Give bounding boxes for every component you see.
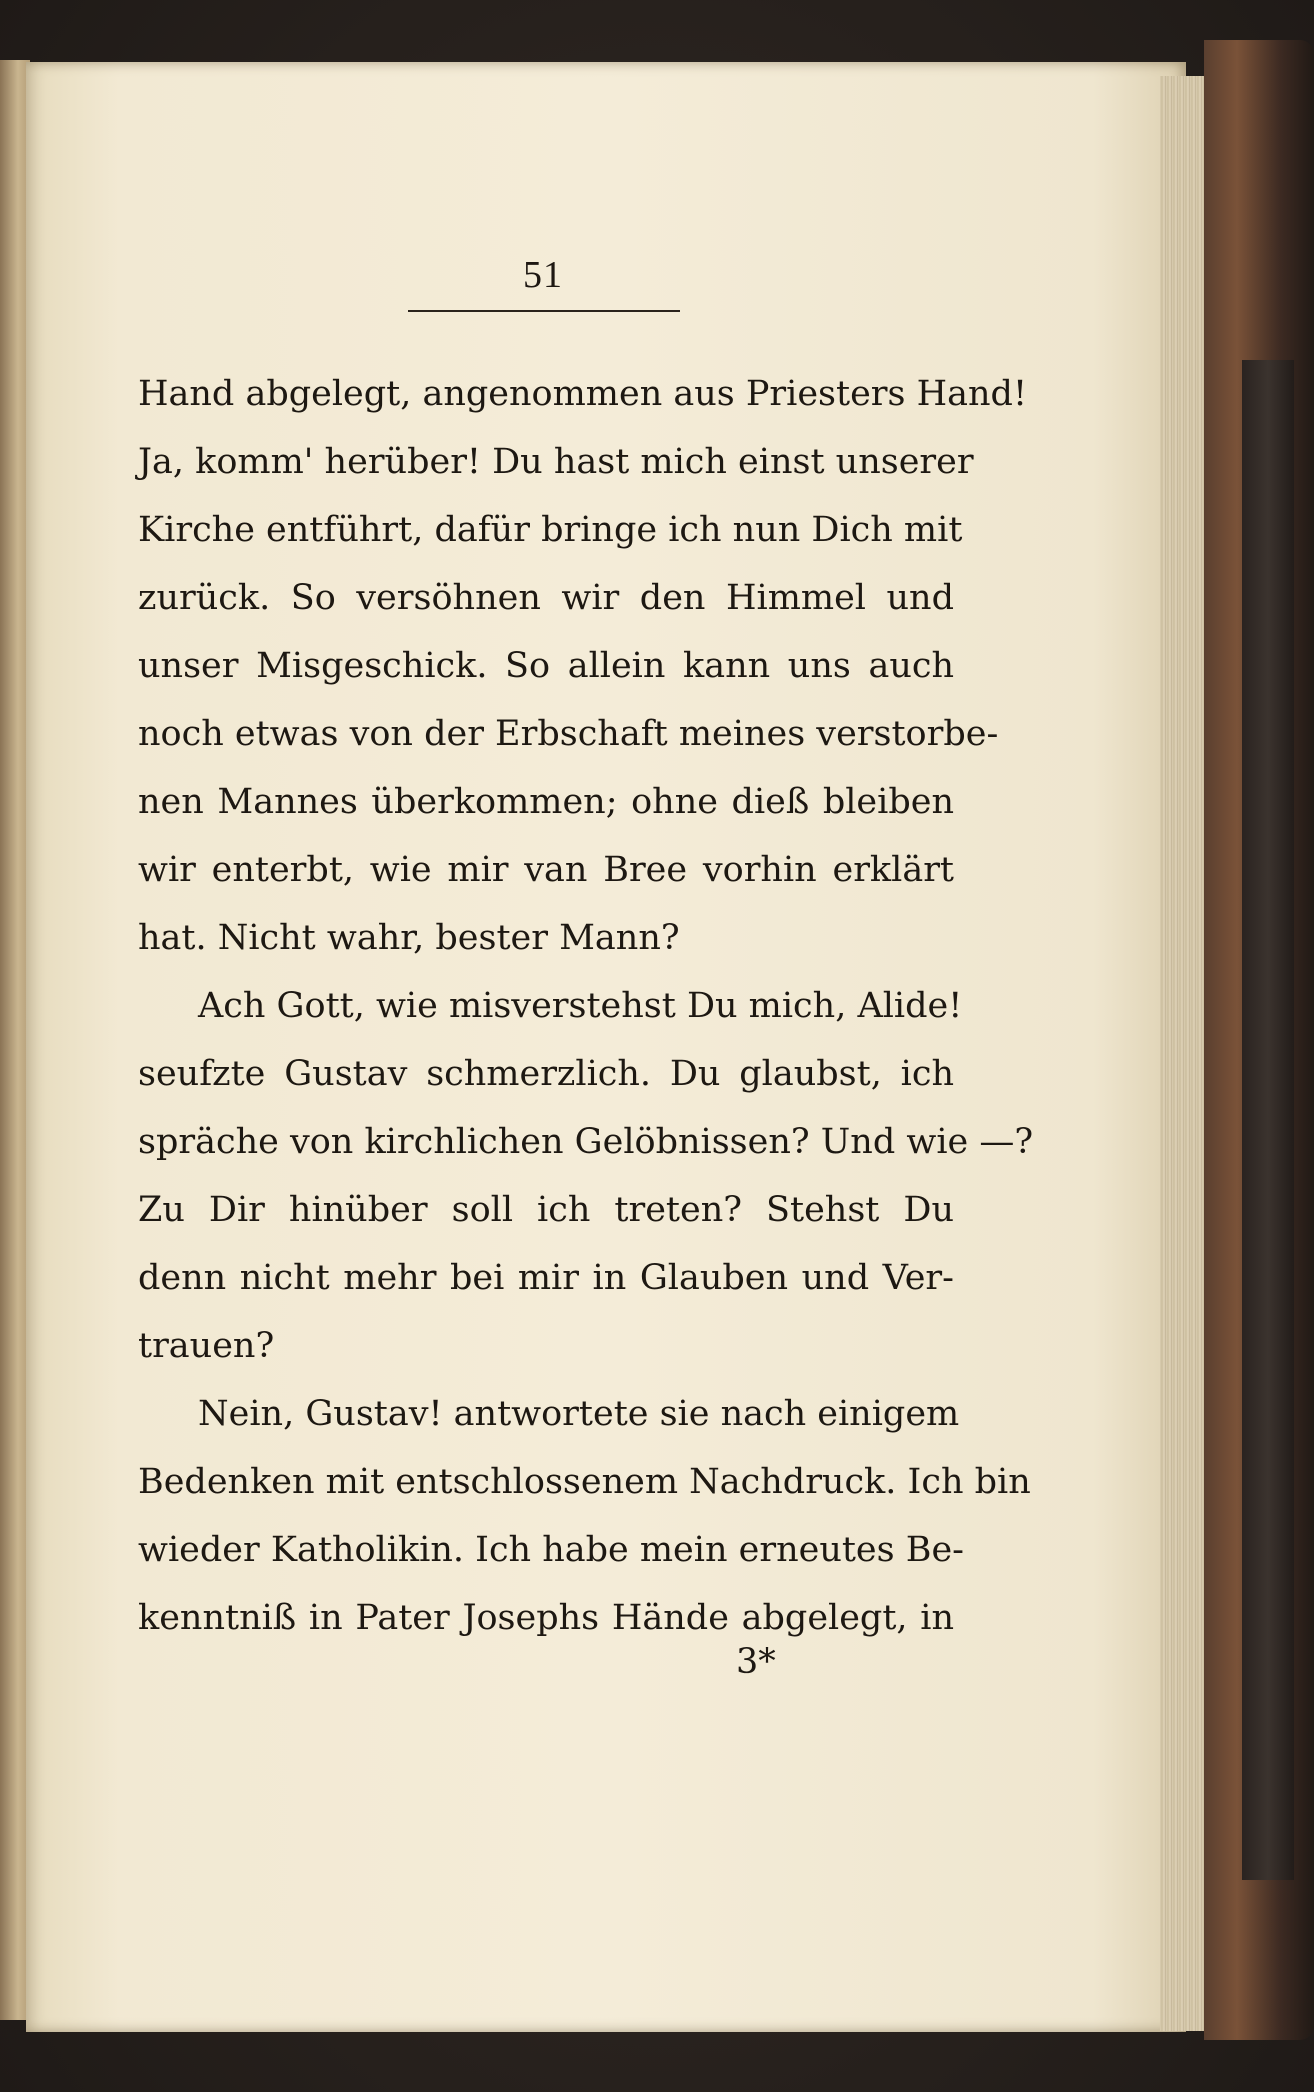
- text-line: unser Misgeschick. So allein kann uns auch: [138, 646, 954, 686]
- book-cover: [1204, 40, 1314, 2040]
- text-line: wir enterbt, wie mir van Bree vorhin erklärt: [138, 850, 954, 890]
- signature-mark: 3*: [736, 1642, 776, 1682]
- text-line: Hand abgelegt, angenommen aus Priesters Hand!: [138, 374, 1028, 414]
- text-line: Kirche entführt, dafür bringe ich nun Dich mit: [138, 510, 963, 550]
- text-line: wieder Katholikin. Ich habe mein erneutes Be-: [138, 1530, 964, 1570]
- header-rule: [408, 310, 680, 312]
- page-number: 51: [523, 254, 563, 296]
- text-line: trauen?: [138, 1326, 275, 1366]
- text-line: hat. Nicht wahr, bester Mann?: [138, 918, 680, 958]
- text-line: Ja, komm' herüber! Du hast mich einst unserer: [138, 442, 974, 482]
- text-line: spräche von kirchlichen Gelöbnissen? Und wie —?: [138, 1122, 1034, 1162]
- text-line: noch etwas von der Erbschaft meines verstorbe-: [138, 714, 999, 754]
- cover-spine-band: [1242, 360, 1294, 1880]
- body-text: [138, 360, 1034, 1652]
- text-line: Zu Dir hinüber soll ich treten? Stehst Du: [138, 1190, 954, 1230]
- text-line: nen Mannes überkommen; ohne dieß bleiben: [138, 782, 954, 822]
- page-edges: [1160, 76, 1204, 2031]
- text-line: Nein, Gustav! antwortete sie nach einigem: [198, 1394, 960, 1434]
- text-line: seufzte Gustav schmerzlich. Du glaubst, ich: [138, 1054, 954, 1094]
- text-line: kenntniß in Pater Josephs Hände abgelegt, in: [138, 1598, 954, 1638]
- text-line: zurück. So versöhnen wir den Himmel und: [138, 578, 954, 618]
- text-line: Bedenken mit entschlossenem Nachdruck. Ich bin: [138, 1462, 1031, 1502]
- text-line: denn nicht mehr bei mir in Glauben und Ver-: [138, 1258, 954, 1298]
- text-line: Ach Gott, wie misverstehst Du mich, Alide!: [198, 986, 963, 1026]
